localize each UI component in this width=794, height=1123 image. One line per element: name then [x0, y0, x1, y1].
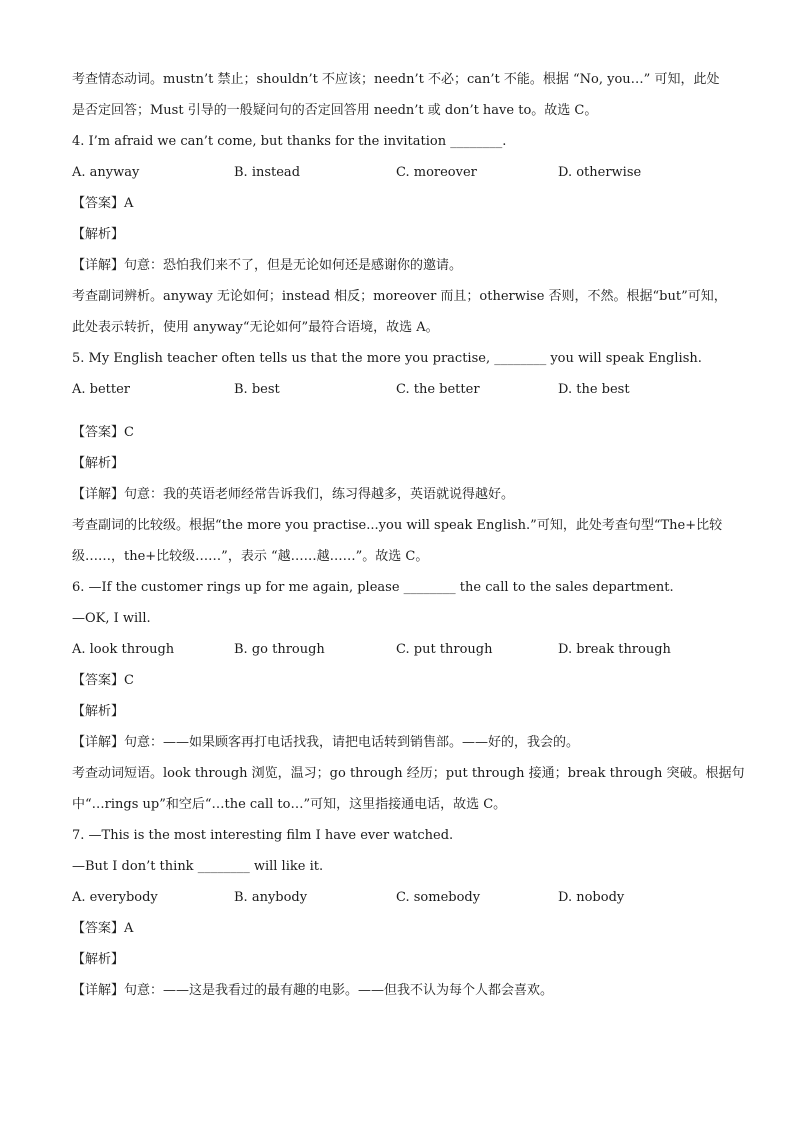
q7-option-c: C. somebody [396, 890, 481, 905]
q7-detail: 【详解】句意：——这是我看过的最有趣的电影。——但我不认为每个人都会喜欢。 [72, 983, 554, 998]
q4-option-c: C. moreover [396, 165, 477, 180]
q6-analysis-heading: 【解析】 [72, 704, 125, 719]
q4-options [72, 157, 722, 188]
q6-option-b: B. go through [234, 642, 325, 657]
q6-answer: 【答案】C [72, 673, 134, 688]
spacer [72, 405, 722, 417]
q6-explanation-line1: 考查动词短语。look through 浏览，温习；go through 经历；put through 接通；break through 突破。根据句 [72, 766, 745, 781]
q6-option-c: C. put through [396, 642, 493, 657]
q5-explanation-line2: 级……，the+比较级……”，表示 “越……越……”。故选 C。 [72, 549, 429, 564]
q3-explanation-line2: 是否定回答；Must 引导的一般疑问句的否定回答用 needn’t 或 don’t have to。故选 C。 [72, 103, 598, 118]
q6-options [72, 634, 722, 665]
q7-option-d: D. nobody [558, 890, 625, 905]
q5-analysis-heading: 【解析】 [72, 456, 125, 471]
q4-explanation-line2: 此处表示转折，使用 anyway“无论如何”最符合语境，故选 A。 [72, 320, 439, 335]
q6-detail: 【详解】句意：——如果顾客再打电话找我，请把电话转到销售部。——好的，我会的。 [72, 735, 580, 750]
q7-option-a: A. everybody [72, 890, 158, 905]
q5-explanation-line1: 考查副词的比较级。根据“the more you practise...you will speak English.”可知，此处考查句型“The+比较 [72, 518, 723, 533]
q7-answer: 【答案】A [72, 921, 134, 936]
q6-stem-line2: —OK, I will. [72, 611, 151, 626]
q7-stem-line1: 7. —This is the most interesting film I have ever watched. [72, 828, 454, 843]
q7-analysis-heading: 【解析】 [72, 952, 125, 967]
q7-options [72, 882, 722, 913]
q4-option-a: A. anyway [72, 165, 140, 180]
q7-option-b: B. anybody [234, 890, 308, 905]
q5-option-d: D. the best [558, 382, 630, 397]
q4-stem: 4. I’m afraid we can’t come, but thanks for the invitation ________. [72, 134, 507, 149]
q4-option-d: D. otherwise [558, 165, 642, 180]
q5-detail: 【详解】句意：我的英语老师经常告诉我们，练习得越多，英语就说得越好。 [72, 487, 515, 502]
q6-explanation-line2: 中“…rings up”和空后“…the call to…”可知，这里指接通电话，故选 C。 [72, 797, 507, 812]
q5-options [72, 374, 722, 405]
q5-option-b: B. best [234, 382, 280, 397]
q3-explanation-line1: 考查情态动词。mustn’t 禁止；shouldn’t 不应该；needn’t 不必；can’t 不能。根据 “No, you…” 可知，此处 [72, 72, 720, 87]
q5-answer: 【答案】C [72, 425, 134, 440]
q7-stem-line2: —But I don’t think ________ will like it. [72, 859, 324, 874]
q4-option-b: B. instead [234, 165, 301, 180]
q5-option-c: C. the better [396, 382, 480, 397]
q5-option-a: A. better [72, 382, 131, 397]
q6-stem-line1: 6. —If the customer rings up for me again, please ________ the call to the sales department. [72, 580, 674, 595]
q4-answer: 【答案】A [72, 196, 134, 211]
q6-option-d: D. break through [558, 642, 671, 657]
q4-detail: 【详解】句意：恐怕我们来不了，但是无论如何还是感谢你的邀请。 [72, 258, 463, 273]
q6-option-a: A. look through [72, 642, 175, 657]
q4-analysis-heading: 【解析】 [72, 227, 125, 242]
q5-stem: 5. My English teacher often tells us that the more you practise, ________ you will speak English. [72, 351, 702, 366]
q4-explanation-line1: 考查副词辨析。anyway 无论如何；instead 相反；moreover 而且；otherwise 否则，不然。根据“but”可知， [72, 289, 727, 304]
document-page [72, 64, 745, 1006]
